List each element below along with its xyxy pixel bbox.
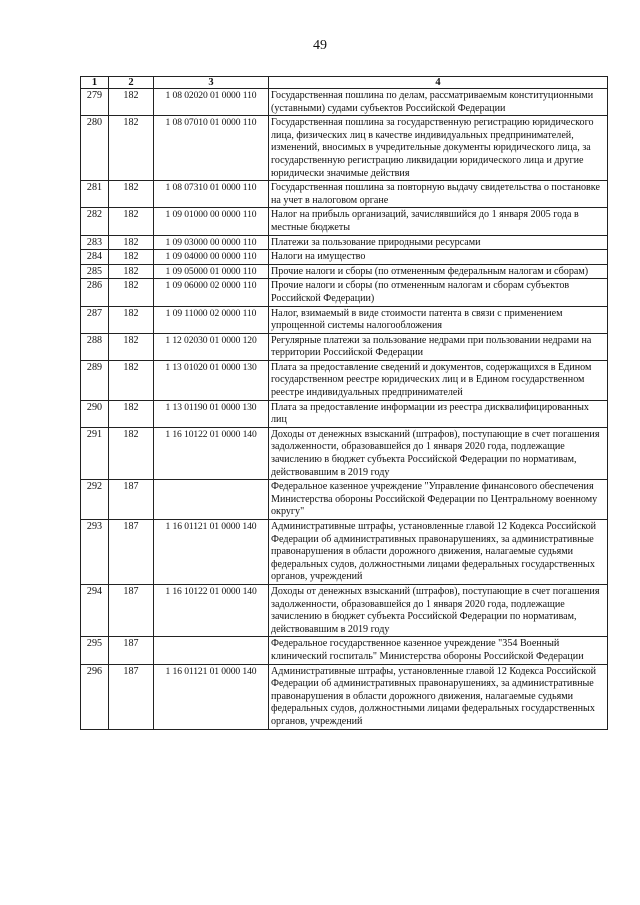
budget-code: 1 09 03000 00 0000 110 <box>154 235 269 250</box>
revenue-description: Доходы от денежных взысканий (штрафов), поступающие в счет погашения задолженности, образовавшейся до 1 января 2020 года, подлежащие зачислению в бюджет субъекта Российской Федерации по нормативам, действовавшим в 2019 году <box>269 427 608 479</box>
table-row <box>81 306 608 333</box>
admin-code: 187 <box>109 584 154 636</box>
revenue-codes-table <box>80 76 608 730</box>
admin-code: 182 <box>109 427 154 479</box>
admin-code: 187 <box>109 480 154 520</box>
revenue-description: Доходы от денежных взысканий (штрафов), поступающие в счет погашения задолженности, образовавшейся до 1 января 2020 года, подлежащие зачислению в бюджет субъекта Российской Федерации по нормативам, действовавшим в 2019 году <box>269 584 608 636</box>
table-row <box>81 400 608 427</box>
row-number: 282 <box>81 208 109 235</box>
revenue-description: Налог на прибыль организаций, зачислявшийся до 1 января 2005 года в местные бюджеты <box>269 208 608 235</box>
budget-code <box>154 480 269 520</box>
table-row <box>81 181 608 208</box>
revenue-description: Плата за предоставление информации из реестра дисквалифицированных лиц <box>269 400 608 427</box>
admin-code: 182 <box>109 400 154 427</box>
row-number: 280 <box>81 116 109 181</box>
row-number: 290 <box>81 400 109 427</box>
budget-code: 1 16 10122 01 0000 140 <box>154 584 269 636</box>
budget-code: 1 09 01000 00 0000 110 <box>154 208 269 235</box>
admin-code: 187 <box>109 637 154 664</box>
header-row <box>81 77 608 89</box>
row-number: 295 <box>81 637 109 664</box>
budget-code: 1 09 04000 00 0000 110 <box>154 250 269 265</box>
admin-code: 182 <box>109 306 154 333</box>
table-row <box>81 584 608 636</box>
budget-code: 1 08 07310 01 0000 110 <box>154 181 269 208</box>
admin-code: 182 <box>109 250 154 265</box>
admin-code: 187 <box>109 520 154 585</box>
revenue-description: Административные штрафы, установленные главой 12 Кодекса Российской Федерации об административных правонарушениях, за административные правонарушения в области дорожного движения, налагаемые судьями федеральных судов, должностными лицами федеральных государственных органов, учреждений <box>269 520 608 585</box>
table-row <box>81 208 608 235</box>
revenue-description: Платежи за пользование природными ресурсами <box>269 235 608 250</box>
budget-code: 1 09 05000 01 0000 110 <box>154 264 269 279</box>
row-number: 296 <box>81 664 109 729</box>
admin-code: 182 <box>109 264 154 279</box>
table-row <box>81 360 608 400</box>
row-number: 285 <box>81 264 109 279</box>
budget-code: 1 09 06000 02 0000 110 <box>154 279 269 306</box>
row-number: 294 <box>81 584 109 636</box>
table-row <box>81 250 608 265</box>
admin-code: 182 <box>109 89 154 116</box>
row-number: 279 <box>81 89 109 116</box>
revenue-description: Плата за предоставление сведений и документов, содержащихся в Едином государственном реестре юридических лиц и в Едином государственном реестре индивидуальных предпринимателей <box>269 360 608 400</box>
budget-code: 1 08 02020 01 0000 110 <box>154 89 269 116</box>
budget-code: 1 13 01190 01 0000 130 <box>154 400 269 427</box>
revenue-description: Государственная пошлина за государственную регистрацию юридического лица, физических лиц в качестве индивидуальных предпринимателей, изменений, вносимых в учредительные документы юридического лица, за государственную регистрацию ликвидации юридического лица и другие юридически значимые действия <box>269 116 608 181</box>
revenue-description: Федеральное казенное учреждение "Управление финансового обеспечения Министерства обороны Российской Федерации по Центральному военному округу" <box>269 480 608 520</box>
row-number: 286 <box>81 279 109 306</box>
admin-code: 182 <box>109 208 154 235</box>
row-number: 292 <box>81 480 109 520</box>
table-row <box>81 333 608 360</box>
revenue-description: Прочие налоги и сборы (по отмененным налогам и сборам субъектов Российской Федерации) <box>269 279 608 306</box>
table-row <box>81 427 608 479</box>
header-col-4: 4 <box>269 77 608 89</box>
row-number: 289 <box>81 360 109 400</box>
revenue-description: Налоги на имущество <box>269 250 608 265</box>
table-row <box>81 116 608 181</box>
revenue-description: Налог, взимаемый в виде стоимости патента в связи с применением упрощенной системы налогообложения <box>269 306 608 333</box>
budget-code <box>154 637 269 664</box>
table-row <box>81 520 608 585</box>
table-row <box>81 637 608 664</box>
header-col-3: 3 <box>154 77 269 89</box>
revenue-description: Государственная пошлина по делам, рассматриваемым конституционными (уставными) судами субъектов Российской Федерации <box>269 89 608 116</box>
admin-code: 187 <box>109 664 154 729</box>
budget-code: 1 09 11000 02 0000 110 <box>154 306 269 333</box>
row-number: 284 <box>81 250 109 265</box>
row-number: 287 <box>81 306 109 333</box>
budget-code: 1 16 01121 01 0000 140 <box>154 520 269 585</box>
admin-code: 182 <box>109 360 154 400</box>
table-row <box>81 480 608 520</box>
table-row <box>81 279 608 306</box>
budget-code: 1 16 01121 01 0000 140 <box>154 664 269 729</box>
admin-code: 182 <box>109 181 154 208</box>
revenue-description: Федеральное государственное казенное учреждение "354 Военный клинический госпиталь" Министерства обороны Российской Федерации <box>269 637 608 664</box>
table-row <box>81 664 608 729</box>
budget-code: 1 08 07010 01 0000 110 <box>154 116 269 181</box>
table-row <box>81 89 608 116</box>
revenue-description: Государственная пошлина за повторную выдачу свидетельства о постановке на учет в налоговом органе <box>269 181 608 208</box>
budget-code: 1 13 01020 01 0000 130 <box>154 360 269 400</box>
row-number: 281 <box>81 181 109 208</box>
budget-code: 1 12 02030 01 0000 120 <box>154 333 269 360</box>
header-col-2: 2 <box>109 77 154 89</box>
admin-code: 182 <box>109 333 154 360</box>
admin-code: 182 <box>109 116 154 181</box>
row-number: 293 <box>81 520 109 585</box>
table-row <box>81 235 608 250</box>
budget-code: 1 16 10122 01 0000 140 <box>154 427 269 479</box>
admin-code: 182 <box>109 279 154 306</box>
row-number: 291 <box>81 427 109 479</box>
page-number: 49 <box>313 38 327 53</box>
row-number: 283 <box>81 235 109 250</box>
header-col-1: 1 <box>81 77 109 89</box>
table-row <box>81 264 608 279</box>
revenue-description: Регулярные платежи за пользование недрами при пользовании недрами на территории Российской Федерации <box>269 333 608 360</box>
admin-code: 182 <box>109 235 154 250</box>
row-number: 288 <box>81 333 109 360</box>
revenue-description: Административные штрафы, установленные главой 12 Кодекса Российской Федерации об административных правонарушениях, за административные правонарушения в области дорожного движения, налагаемые судьями федеральных судов, должностными лицами федеральных государственных органов, учреждений <box>269 664 608 729</box>
revenue-description: Прочие налоги и сборы (по отмененным федеральным налогам и сборам) <box>269 264 608 279</box>
